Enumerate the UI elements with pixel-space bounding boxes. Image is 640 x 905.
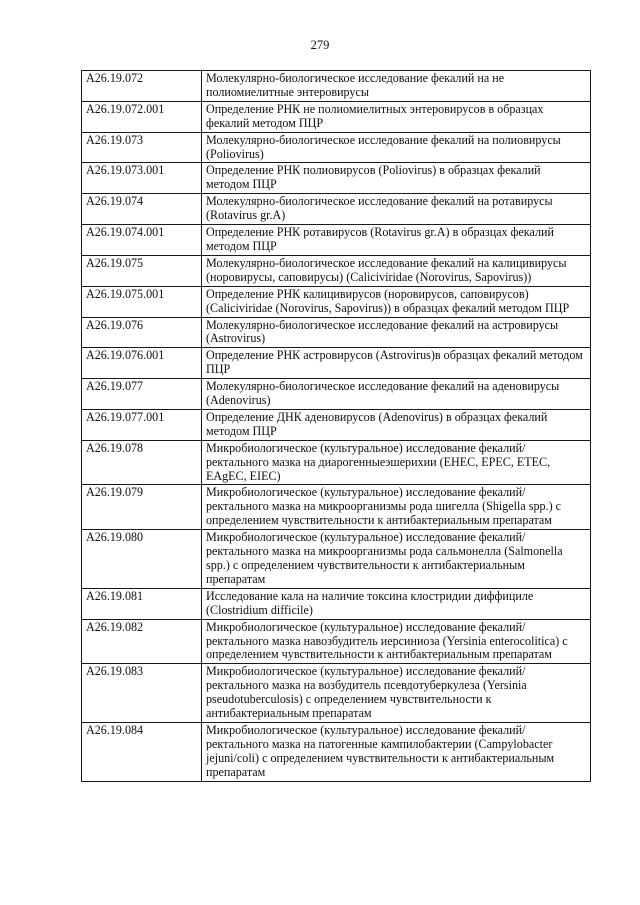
table-row (82, 530, 591, 589)
service-name-cell: Исследование кала на наличие токсина клостридии диффициле (Clostridium difficile) (202, 588, 591, 619)
service-name-cell: Молекулярно-биологическое исследование фекалий на полиовирусы (Poliovirus) (202, 132, 591, 163)
table-row (82, 440, 591, 485)
table-row (82, 664, 591, 723)
service-name-cell: Микробиологическое (культуральное) исследование фекалий/ректального мазка на диарогенныеэшерихии (EHEC, EPEC, ETEC, EAgEC, EIEC) (202, 440, 591, 485)
table-row (82, 485, 591, 530)
service-code-cell: A26.19.079 (82, 485, 202, 530)
service-name-cell: Молекулярно-биологическое исследование фекалий на ротавирусы (Rotavirus gr.A) (202, 194, 591, 225)
services-table (81, 70, 591, 782)
service-code-cell: A26.19.082 (82, 619, 202, 664)
page-number: 279 (310, 38, 330, 52)
table-row (82, 286, 591, 317)
table-row (82, 194, 591, 225)
service-code-cell: A26.19.081 (82, 588, 202, 619)
service-name-cell: Определение РНК калицивирусов (норовирусов, саповирусов) (Caliciviridae (Norovirus, Sapovirus)) в образцах фекалий методом ПЦР (202, 286, 591, 317)
service-name-cell: Молекулярно-биологическое исследование фекалий на аденовирусы (Adenovirus) (202, 379, 591, 410)
service-name-cell: Определение РНК не полиомиелитных энтеровирусов в образцах фекалий методом ПЦР (202, 101, 591, 132)
table-row (82, 588, 591, 619)
service-code-cell: A26.19.076.001 (82, 348, 202, 379)
table-row (82, 379, 591, 410)
service-name-cell: Определение РНК полиовирусов (Poliovirus) в образцах фекалий методом ПЦР (202, 163, 591, 194)
service-name-cell: Микробиологическое (культуральное) исследование фекалий/ректального мазка на микроорганизмы рода шигелла (Shigella spp.) с определением чувствительности к антибактериальным препаратам (202, 485, 591, 530)
service-code-cell: A26.19.075.001 (82, 286, 202, 317)
service-code-cell: A26.19.077 (82, 379, 202, 410)
service-name-cell: Микробиологическое (культуральное) исследование фекалий/ректального мазка навозбудитель иерсиниоза (Yersinia enterocolitica) с определением чувствительности к антибактериальным препаратам (202, 619, 591, 664)
service-name-cell: Определение РНК астровирусов (Astrovirus)в образцах фекалий методом ПЦР (202, 348, 591, 379)
table-row (82, 163, 591, 194)
table-row (82, 132, 591, 163)
service-name-cell: Молекулярно-биологическое исследование фекалий на астровирусы (Astrovirus) (202, 317, 591, 348)
table-row (82, 71, 591, 102)
service-code-cell: A26.19.073.001 (82, 163, 202, 194)
service-code-cell: A26.19.078 (82, 440, 202, 485)
service-code-cell: A26.19.084 (82, 722, 202, 781)
service-code-cell: A26.19.072 (82, 71, 202, 102)
service-code-cell: A26.19.074 (82, 194, 202, 225)
service-name-cell: Микробиологическое (культуральное) исследование фекалий/ректального мазка на микроорганизмы рода сальмонелла (Salmonella spp.) с определением чувствительности к антибактериальным препаратам (202, 530, 591, 589)
service-name-cell: Микробиологическое (культуральное) исследование фекалий/ректального мазка на возбудитель псевдотуберкулеза (Yersinia pseudotuberculosis) с определением чувствительности к антибактериальным препаратам (202, 664, 591, 723)
service-code-cell: A26.19.072.001 (82, 101, 202, 132)
table-row (82, 225, 591, 256)
service-name-cell: Молекулярно-биологическое исследование фекалий на не полиомиелитные энтеровирусы (202, 71, 591, 102)
service-name-cell: Молекулярно-биологическое исследование фекалий на калицивирусы (норовирусы, саповирусы) (Caliciviridae (Norovirus, Sapovirus)) (202, 255, 591, 286)
service-code-cell: A26.19.077.001 (82, 409, 202, 440)
service-name-cell: Микробиологическое (культуральное) исследование фекалий/ректального мазка на патогенные кампилобактерии (Campylobacter jejuni/coli) с определением чувствительности к антибактериальным препаратам (202, 722, 591, 781)
service-code-cell: A26.19.083 (82, 664, 202, 723)
service-code-cell: A26.19.076 (82, 317, 202, 348)
service-name-cell: Определение ДНК аденовирусов (Adenovirus) в образцах фекалий методом ПЦР (202, 409, 591, 440)
table-row (82, 619, 591, 664)
service-code-cell: A26.19.075 (82, 255, 202, 286)
table-row (82, 348, 591, 379)
service-code-cell: A26.19.073 (82, 132, 202, 163)
table-row (82, 722, 591, 781)
service-code-cell: A26.19.074.001 (82, 225, 202, 256)
table-row (82, 101, 591, 132)
table-row (82, 317, 591, 348)
table-body (82, 71, 591, 782)
table-row (82, 255, 591, 286)
service-name-cell: Определение РНК ротавирусов (Rotavirus gr.A) в образцах фекалий методом ПЦР (202, 225, 591, 256)
table-row (82, 409, 591, 440)
service-code-cell: A26.19.080 (82, 530, 202, 589)
